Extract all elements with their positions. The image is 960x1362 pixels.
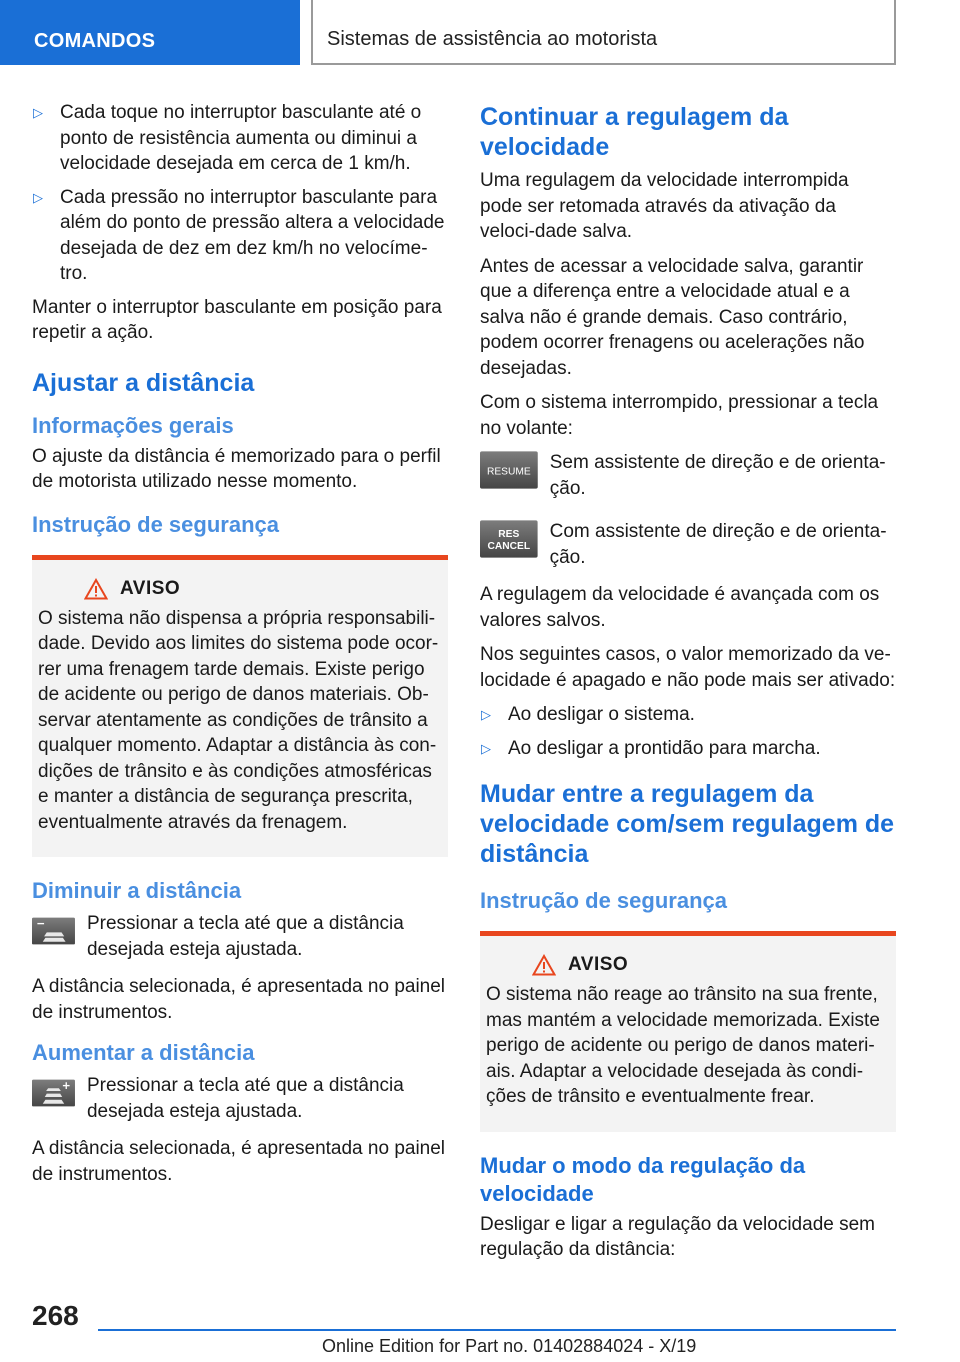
chapter-title: Sistemas de assistência ao motorista: [327, 28, 658, 50]
list-item: ▷ Cada toque no interruptor basculante até o ponto de resistência aumenta ou diminui a velocidade desejada em cerca de 1 km/h.: [33, 102, 422, 174]
paragraph: A regulagem da velocidade é avançada com os valores salvos.: [480, 584, 880, 631]
bullet-triangle-icon: ▷: [33, 105, 43, 120]
decrease-row: [32, 911, 448, 962]
paragraph: Uma regulagem da velocidade interrompida pode ser retomada através da ativação da veloci‐dade salva.: [480, 170, 849, 242]
paragraph: Nos seguintes casos, o valor memorizado da ve‐locidade é apagado e não pode mais ser ativado:: [480, 644, 896, 691]
section-tab: [0, 0, 300, 65]
warning-title: AVISO: [84, 578, 442, 600]
increase-text: Pressionar a tecla até que a distância desejada esteja ajustada.: [86, 1075, 404, 1122]
heading-adjust-distance: Ajustar a distância: [32, 368, 255, 397]
heading-continue-speed: Continuar a regulagem da velocidade: [480, 103, 789, 161]
left-column: [32, 100, 448, 1196]
heading-decrease-distance: Diminuir a distância: [32, 878, 242, 903]
svg-text:RES: RES: [498, 529, 520, 541]
paragraph: Desligar e ligar a regulação da velocidade sem regulação da distância:: [480, 1213, 876, 1260]
right-column: [480, 100, 896, 1272]
paragraph: Manter o interruptor basculante em posição para repetir a ação.: [32, 296, 442, 343]
page-number: 268: [32, 1300, 79, 1331]
warning-triangle-icon: [532, 954, 556, 976]
res-cancel-key-icon: [480, 519, 538, 559]
heading-safety: Instrução de segurança: [32, 511, 279, 537]
paragraph: A distância selecionada, é apresentada no painel de instrumentos.: [32, 1138, 446, 1185]
warning-box: [480, 931, 896, 1132]
section-label: COMANDOS: [34, 30, 156, 52]
bullet-list: [32, 100, 448, 287]
warning-triangle-icon: [84, 578, 108, 600]
decrease-text: Pressionar a tecla até que a distância desejada esteja ajustada.: [86, 913, 404, 960]
paragraph: O ajuste da distância é memorizado para o perfil de motorista utilizado nesse momento.: [32, 445, 441, 492]
footer-edition: Online Edition for Part no. 01402884024 - X/19: [322, 1336, 697, 1356]
increase-row: [32, 1073, 448, 1124]
resume-key-icon: [480, 450, 538, 490]
list-item: ▷ Cada pressão no interruptor basculante para além do ponto de pressão altera a velocidade desejada de dez em dez km/h no velocíme‐tro.: [33, 186, 445, 284]
bullet-list: [480, 702, 896, 761]
distance-increase-key-icon: [32, 1073, 75, 1113]
svg-text:CANCEL: CANCEL: [487, 541, 531, 553]
warning-title: AVISO: [532, 954, 890, 976]
heading-general-info: Informações gerais: [32, 412, 234, 438]
bullet-triangle-icon: ▷: [481, 740, 491, 756]
paragraph: Antes de acessar a velocidade salva, garantir que a diferença entre a velocidade atual e a salva não é grande demais. Caso contrário, podem ocorrer frenagens ou acelerações não desejadas.: [480, 255, 865, 379]
chapter-header: [311, 0, 896, 65]
bullet-triangle-icon: ▷: [481, 707, 491, 722]
warning-box: [32, 555, 448, 858]
bullet-triangle-icon: ▷: [33, 189, 43, 205]
heading-increase-distance: Aumentar a distância: [32, 1040, 255, 1065]
paragraph: Com o sistema interrompido, pressionar a tecla no volante:: [480, 392, 879, 439]
warning-text: O sistema não dispensa a própria responsabili‐dade. Devido aos limites do sistema pode ocor‐rer uma frenagem tarde demais. Existe perigo de acidente ou perigo de danos materiais. Ob‐servar atentamente as condições de trânsito a qualquer momento. Adaptar a distância às con‐dições de trânsito e às condições atmosféricas e manter a distância de segurança prescrita, eventualmente através da frenagem.: [38, 607, 439, 833]
footer-divider: [98, 1329, 896, 1331]
heading-change-mode: Mudar o modo da regulação da velocidade: [480, 1152, 806, 1206]
distance-decrease-key-icon: [32, 911, 75, 951]
resume-text: Sem assistente de direção e de orienta‐ção.: [549, 452, 886, 499]
resume-row: [480, 450, 896, 501]
list-item: ▷ Ao desligar a prontidão para marcha.: [480, 736, 896, 762]
svg-text:RESUME: RESUME: [486, 466, 531, 478]
paragraph: A distância selecionada, é apresentada no painel de instrumentos.: [32, 976, 446, 1023]
heading-switch-regulation: Mudar entre a regulagem da velocidade com/sem regulagem de distância: [480, 780, 895, 868]
heading-safety: Instrução de segurança: [480, 888, 727, 913]
cancel-text: Com assistente de direção e de orienta‐ção.: [549, 521, 887, 568]
warning-text: O sistema não reage ao trânsito na sua frente, mas mantém a velocidade memorizada. Existe perigo de acidente ou perigo de danos materi‐ais. Adaptar a velocidade desejada às condi‐ções de trânsito e eventualmente frear.: [486, 984, 880, 1107]
cancel-row: [480, 519, 896, 570]
list-item: ▷ Ao desligar o sistema.: [480, 702, 896, 728]
